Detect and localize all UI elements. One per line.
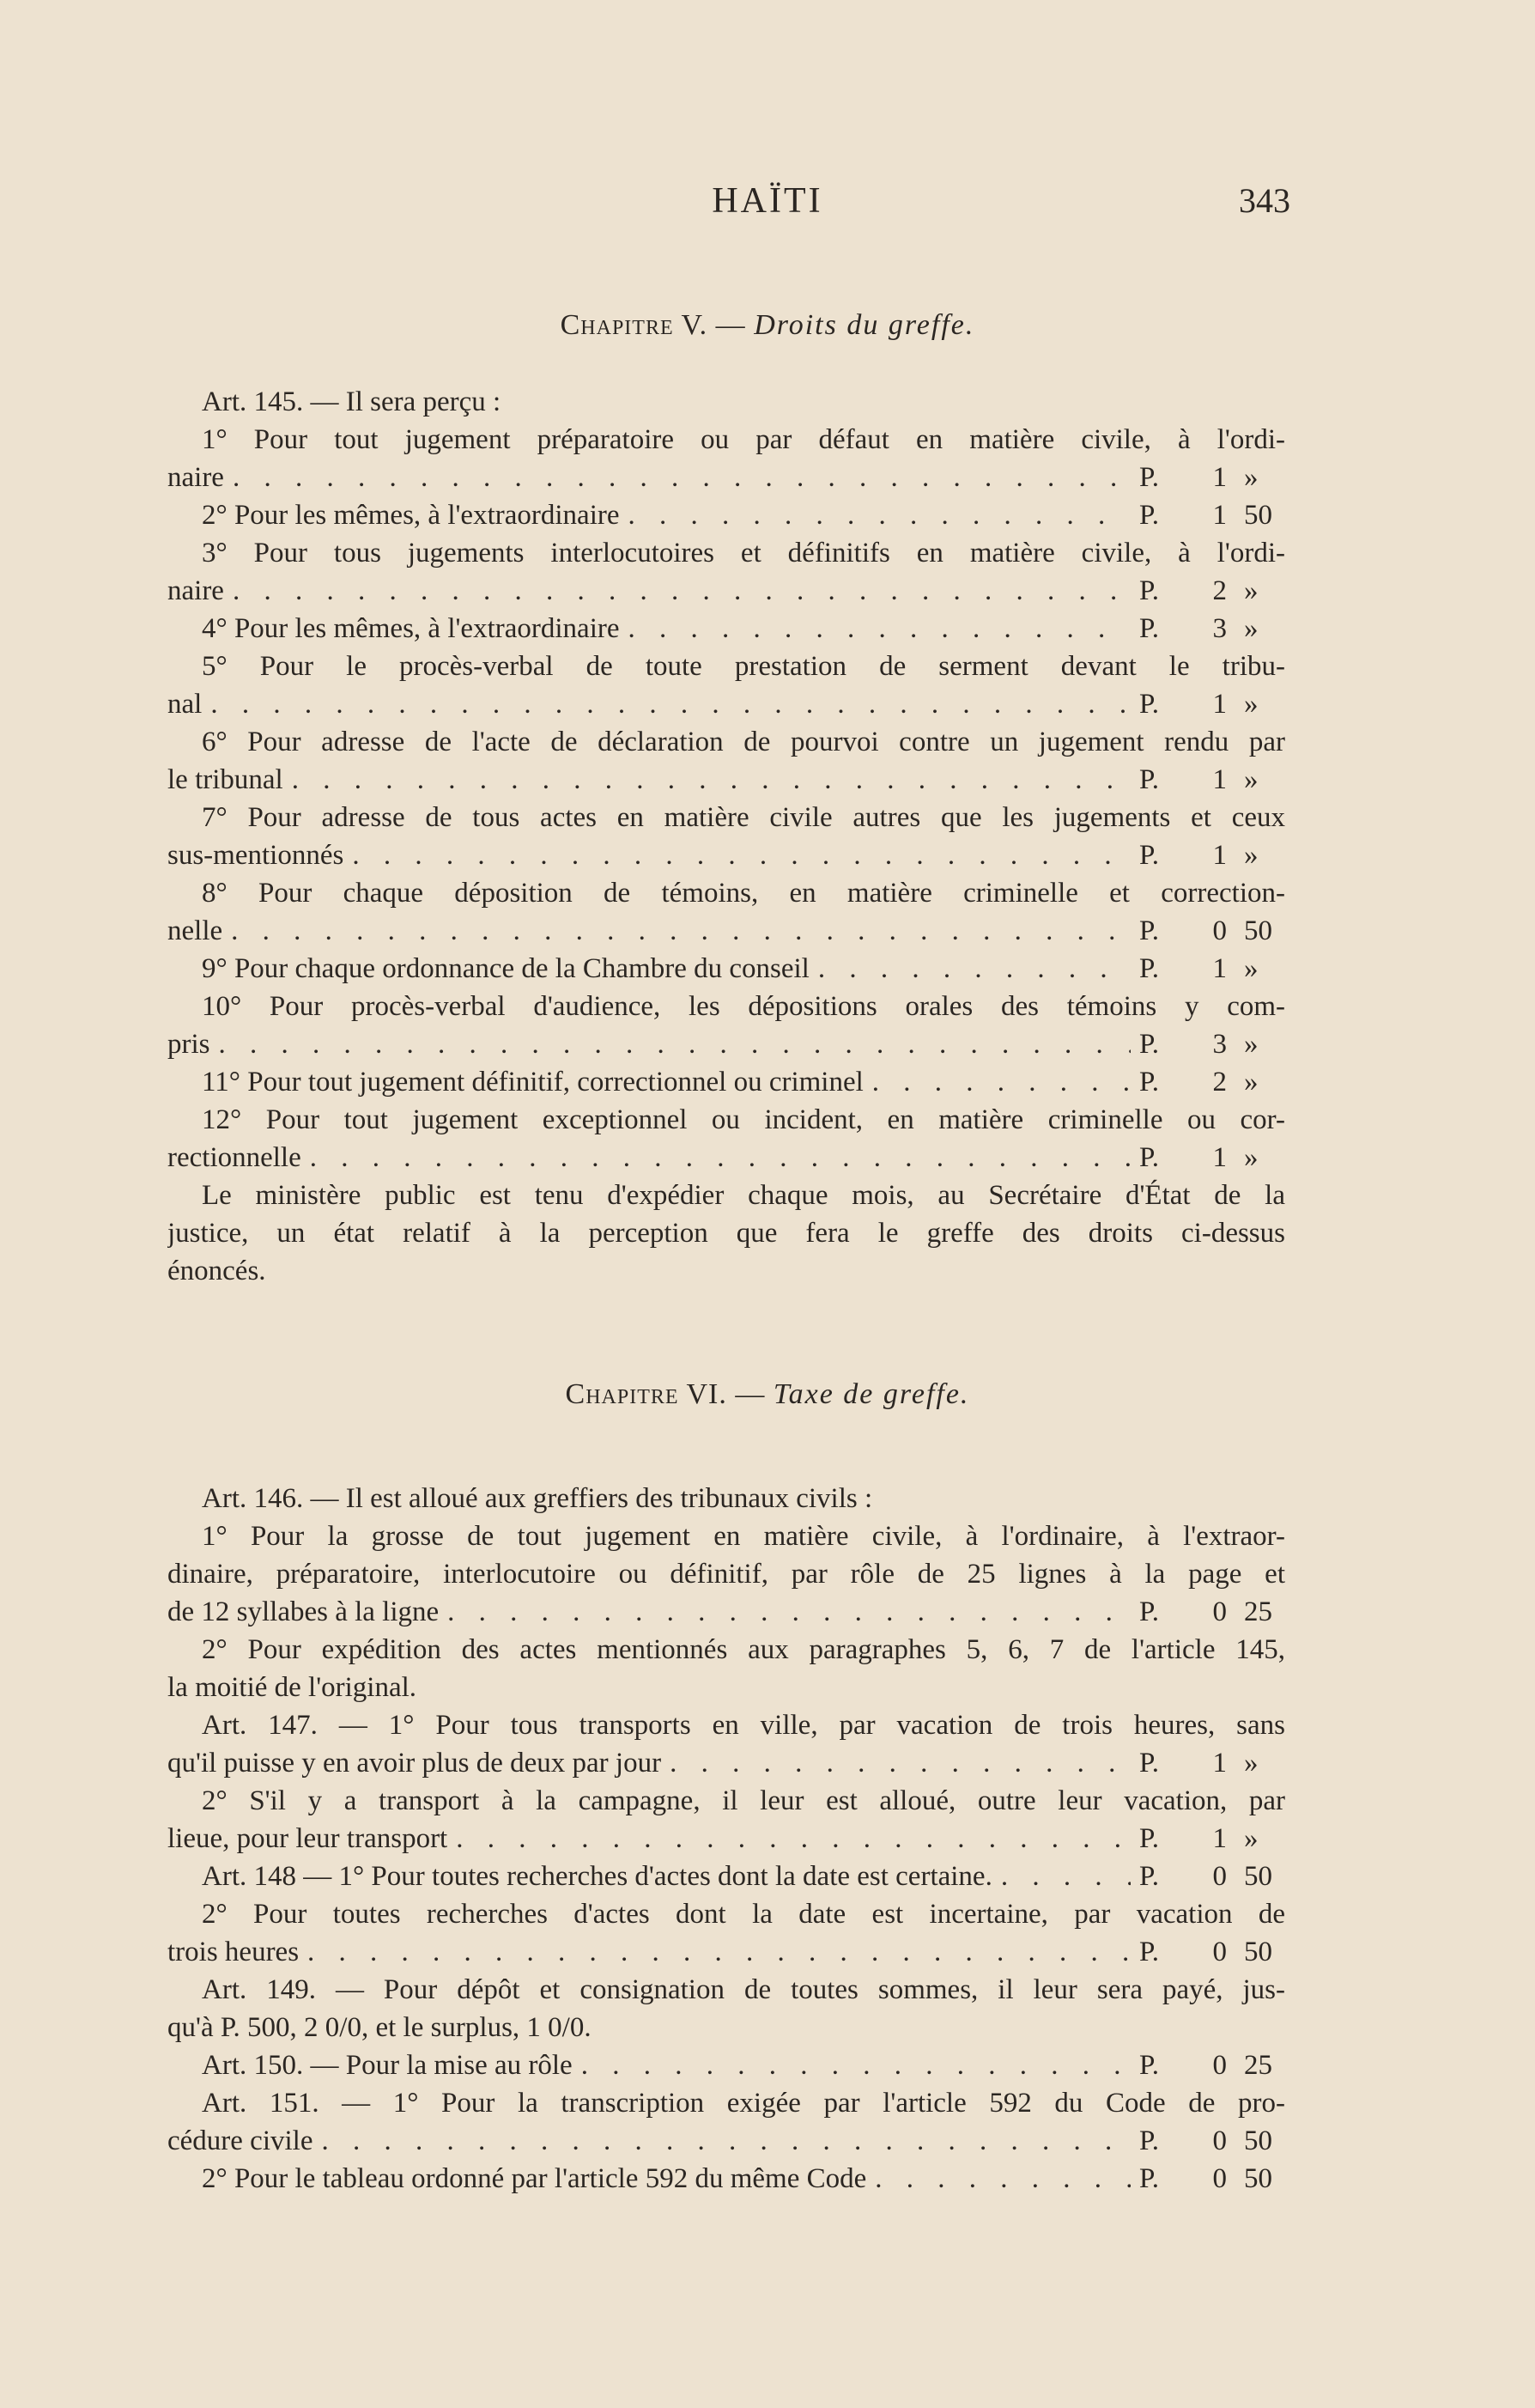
fee-amount-cents: » [1244,1748,1259,1779]
fee-amount-cents: » [1244,689,1259,720]
chapter-v-subtitle: Droits du greffe. [754,309,975,341]
dot-leader [233,459,1131,496]
fee-description: de 12 syllabes à la ligne [167,1596,440,1627]
text-line: la moitié de l'original. [167,1672,417,1703]
fee-description: le tribunal [167,764,283,795]
fee-amount-cents: 50 [1244,500,1272,531]
dot-leader [233,572,1131,610]
dot-leader [447,1593,1131,1631]
text-line: Art. 151. — 1° Pour la transcription exigée par l'article 592 du Code de pro- [202,2088,1285,2119]
running-head [0,180,1535,232]
fee-line [167,610,1285,648]
fee-amount-cents: » [1244,575,1259,606]
text-line: Art. 145. — Il sera perçu : [202,386,501,417]
fee-line [167,572,1285,610]
fee-description: pris [167,1029,210,1060]
fee-description: naire [167,462,224,493]
text-line: qu'à P. 500, 2 0/0, et le surplus, 1 0/0. [167,2012,592,2043]
fee-line [167,2160,1285,2198]
fee-amount-cents: 50 [1244,1937,1272,1967]
fee-description: rectionnelle [167,1142,301,1173]
dot-leader [219,1025,1132,1063]
dot-leader [818,950,1131,988]
fee-line [167,836,1285,874]
fee-amount-whole: 1 [1212,500,1227,531]
fee-amount-cents: 50 [1244,2125,1272,2156]
fee-amount-whole: 0 [1212,2125,1227,2156]
fee-description: 2° Pour le tableau ordonné par l'article 592 du même Code [202,2163,867,2194]
dot-leader [872,1063,1131,1101]
fee-amount-whole: 1 [1212,1823,1227,1854]
chapter-vi-heading [0,1378,1535,1411]
fee-description: Art. 148 — 1° Pour toutes recherches d'actes dont la date est certaine. [202,1861,992,1892]
fee-amount-whole: 1 [1212,1142,1227,1173]
fee-amount-cents: » [1244,1142,1259,1173]
text-line: énoncés. [167,1256,266,1286]
fee-amount-whole: 3 [1212,613,1227,644]
fee-description: 9° Pour chaque ordonnance de la Chambre du conseil [202,953,810,984]
chapter-v-body [167,383,1285,1290]
text-line: 2° Pour toutes recherches d'actes dont la date est incertaine, par vacation de [202,1899,1285,1930]
fee-description: 2° Pour les mêmes, à l'extraordinaire [202,500,620,531]
fee-amount-whole: 1 [1212,689,1227,720]
currency-mark: P. [1139,500,1159,531]
text-line: 8° Pour chaque déposition de témoins, en matière criminelle et correction- [202,878,1285,909]
fee-amount-whole: 2 [1212,1067,1227,1098]
dot-leader [628,610,1132,648]
dot-leader [456,1820,1131,1858]
fee-amount-whole: 1 [1212,840,1227,871]
text-line: 10° Pour procès-verbal d'audience, les dépositions orales des témoins y com- [202,991,1285,1022]
text-line: 2° Pour expédition des actes mentionnés aux paragraphes 5, 6, 7 de l'article 145, [202,1634,1285,1665]
text-line: 6° Pour adresse de l'acte de déclaration de pourvoi contre un jugement rendu par [202,727,1285,757]
text-line: 2° S'il y a transport à la campagne, il leur est alloué, outre leur vacation, par [202,1785,1285,1816]
dot-leader [210,685,1131,723]
currency-mark: P. [1139,2163,1159,2194]
currency-mark: P. [1139,689,1159,720]
currency-mark: P. [1139,2050,1159,2081]
text-line: justice, un état relatif à la perception que fera le greffe des droits ci-dessus [167,1218,1285,1249]
fee-amount-whole: 0 [1212,1861,1227,1892]
fee-line [167,1025,1285,1063]
chapter-vi-body [167,1480,1285,2198]
text-line: Art. 146. — Il est alloué aux greffiers des tribunaux civils : [202,1483,873,1514]
currency-mark: P. [1139,915,1159,946]
fee-amount-whole: 3 [1212,1029,1227,1060]
fee-description: 4° Pour les mêmes, à l'extraordinaire [202,613,620,644]
dot-leader [670,1744,1131,1782]
fee-amount-cents: » [1244,764,1259,795]
fee-amount-cents: » [1244,953,1259,984]
fee-amount-cents: » [1244,1029,1259,1060]
fee-amount-cents: » [1244,462,1259,493]
fee-line [167,950,1285,988]
fee-line [167,1933,1285,1971]
dot-leader [321,2122,1131,2160]
text-line: Le ministère public est tenu d'expédier chaque mois, au Secrétaire d'État de la [202,1180,1285,1211]
dot-leader [307,1933,1131,1971]
dot-leader [581,2046,1131,2084]
running-title: HAÏTI [712,181,823,221]
fee-amount-cents: 25 [1244,1596,1272,1627]
dot-leader [875,2160,1131,2198]
fee-description: lieue, pour leur transport [167,1823,448,1854]
fee-description: Art. 150. — Pour la mise au rôle [202,2050,573,2081]
chapter-v-label: Chapitre V. — [560,309,746,341]
text-line: 1° Pour tout jugement préparatoire ou par défaut en matière civile, à l'ordi- [202,424,1285,455]
chapter-vi-subtitle: Taxe de greffe. [773,1378,970,1410]
chapter-v-heading [0,309,1535,342]
fee-amount-whole: 0 [1212,1596,1227,1627]
currency-mark: P. [1139,1823,1159,1854]
text-line: 12° Pour tout jugement exceptionnel ou incident, en matière criminelle ou cor- [202,1104,1285,1135]
fee-line [167,459,1285,496]
currency-mark: P. [1139,2125,1159,2156]
currency-mark: P. [1139,1142,1159,1173]
dot-leader [310,1139,1131,1177]
fee-amount-whole: 1 [1212,1748,1227,1779]
fee-line [167,1063,1285,1101]
fee-description: trois heures [167,1937,300,1967]
fee-amount-whole: 1 [1212,764,1227,795]
fee-amount-whole: 0 [1212,915,1227,946]
dot-leader [628,496,1132,534]
fee-amount-whole: 0 [1212,2050,1227,2081]
page-number: 343 [1239,181,1290,220]
fee-line [167,1820,1285,1858]
fee-line [167,685,1285,723]
fee-description: qu'il puisse y en avoir plus de deux par jour [167,1748,662,1779]
fee-amount-cents: 50 [1244,1861,1272,1892]
fee-amount-whole: 2 [1212,575,1227,606]
fee-amount-cents: 25 [1244,2050,1272,2081]
fee-amount-cents: 50 [1244,2163,1272,2194]
currency-mark: P. [1139,613,1159,644]
currency-mark: P. [1139,1748,1159,1779]
fee-amount-cents: » [1244,1067,1259,1098]
dot-leader [292,761,1131,799]
text-line: Art. 147. — 1° Pour tous transports en ville, par vacation de trois heures, sans [202,1710,1285,1741]
text-line: 1° Pour la grosse de tout jugement en matière civile, à l'ordinaire, à l'extraor- [202,1521,1285,1552]
fee-line [167,912,1285,950]
text-line: 3° Pour tous jugements interlocutoires et définitifs en matière civile, à l'ordi- [202,538,1285,569]
fee-line [167,1139,1285,1177]
fee-line [167,2122,1285,2160]
fee-amount-cents: » [1244,613,1259,644]
fee-description: cédure civile [167,2125,313,2156]
fee-line [167,1744,1285,1782]
fee-description: nal [167,689,203,720]
currency-mark: P. [1139,840,1159,871]
text-line: Art. 149. — Pour dépôt et consignation de toutes sommes, il leur sera payé, jus- [202,1974,1285,2005]
currency-mark: P. [1139,462,1159,493]
currency-mark: P. [1139,1029,1159,1060]
fee-amount-whole: 1 [1212,462,1227,493]
fee-line [167,1593,1285,1631]
chapter-vi-label: Chapitre VI. — [565,1378,766,1410]
dot-leader [231,912,1131,950]
currency-mark: P. [1139,1861,1159,1892]
fee-line [167,1858,1285,1895]
currency-mark: P. [1139,1067,1159,1098]
fee-description: sus-mentionnés [167,840,344,871]
fee-amount-cents: » [1244,840,1259,871]
fee-amount-whole: 0 [1212,2163,1227,2194]
fee-amount-whole: 0 [1212,1937,1227,1967]
fee-line [167,761,1285,799]
text-line: dinaire, préparatoire, interlocutoire ou définitif, par rôle de 25 lignes à la page et [167,1559,1285,1590]
currency-mark: P. [1139,1596,1159,1627]
fee-amount-whole: 1 [1212,953,1227,984]
currency-mark: P. [1139,575,1159,606]
currency-mark: P. [1139,764,1159,795]
text-line: 7° Pour adresse de tous actes en matière civile autres que les jugements et ceux [202,802,1285,833]
fee-line [167,496,1285,534]
dot-leader [1001,1858,1131,1895]
currency-mark: P. [1139,953,1159,984]
fee-amount-cents: » [1244,1823,1259,1854]
fee-line [167,2046,1285,2084]
fee-description: 11° Pour tout jugement définitif, correctionnel ou criminel [202,1067,864,1098]
fee-amount-cents: 50 [1244,915,1272,946]
fee-description: naire [167,575,224,606]
currency-mark: P. [1139,1937,1159,1967]
dot-leader [352,836,1131,874]
fee-description: nelle [167,915,223,946]
text-line: 5° Pour le procès-verbal de toute prestation de serment devant le tribu- [202,651,1285,682]
